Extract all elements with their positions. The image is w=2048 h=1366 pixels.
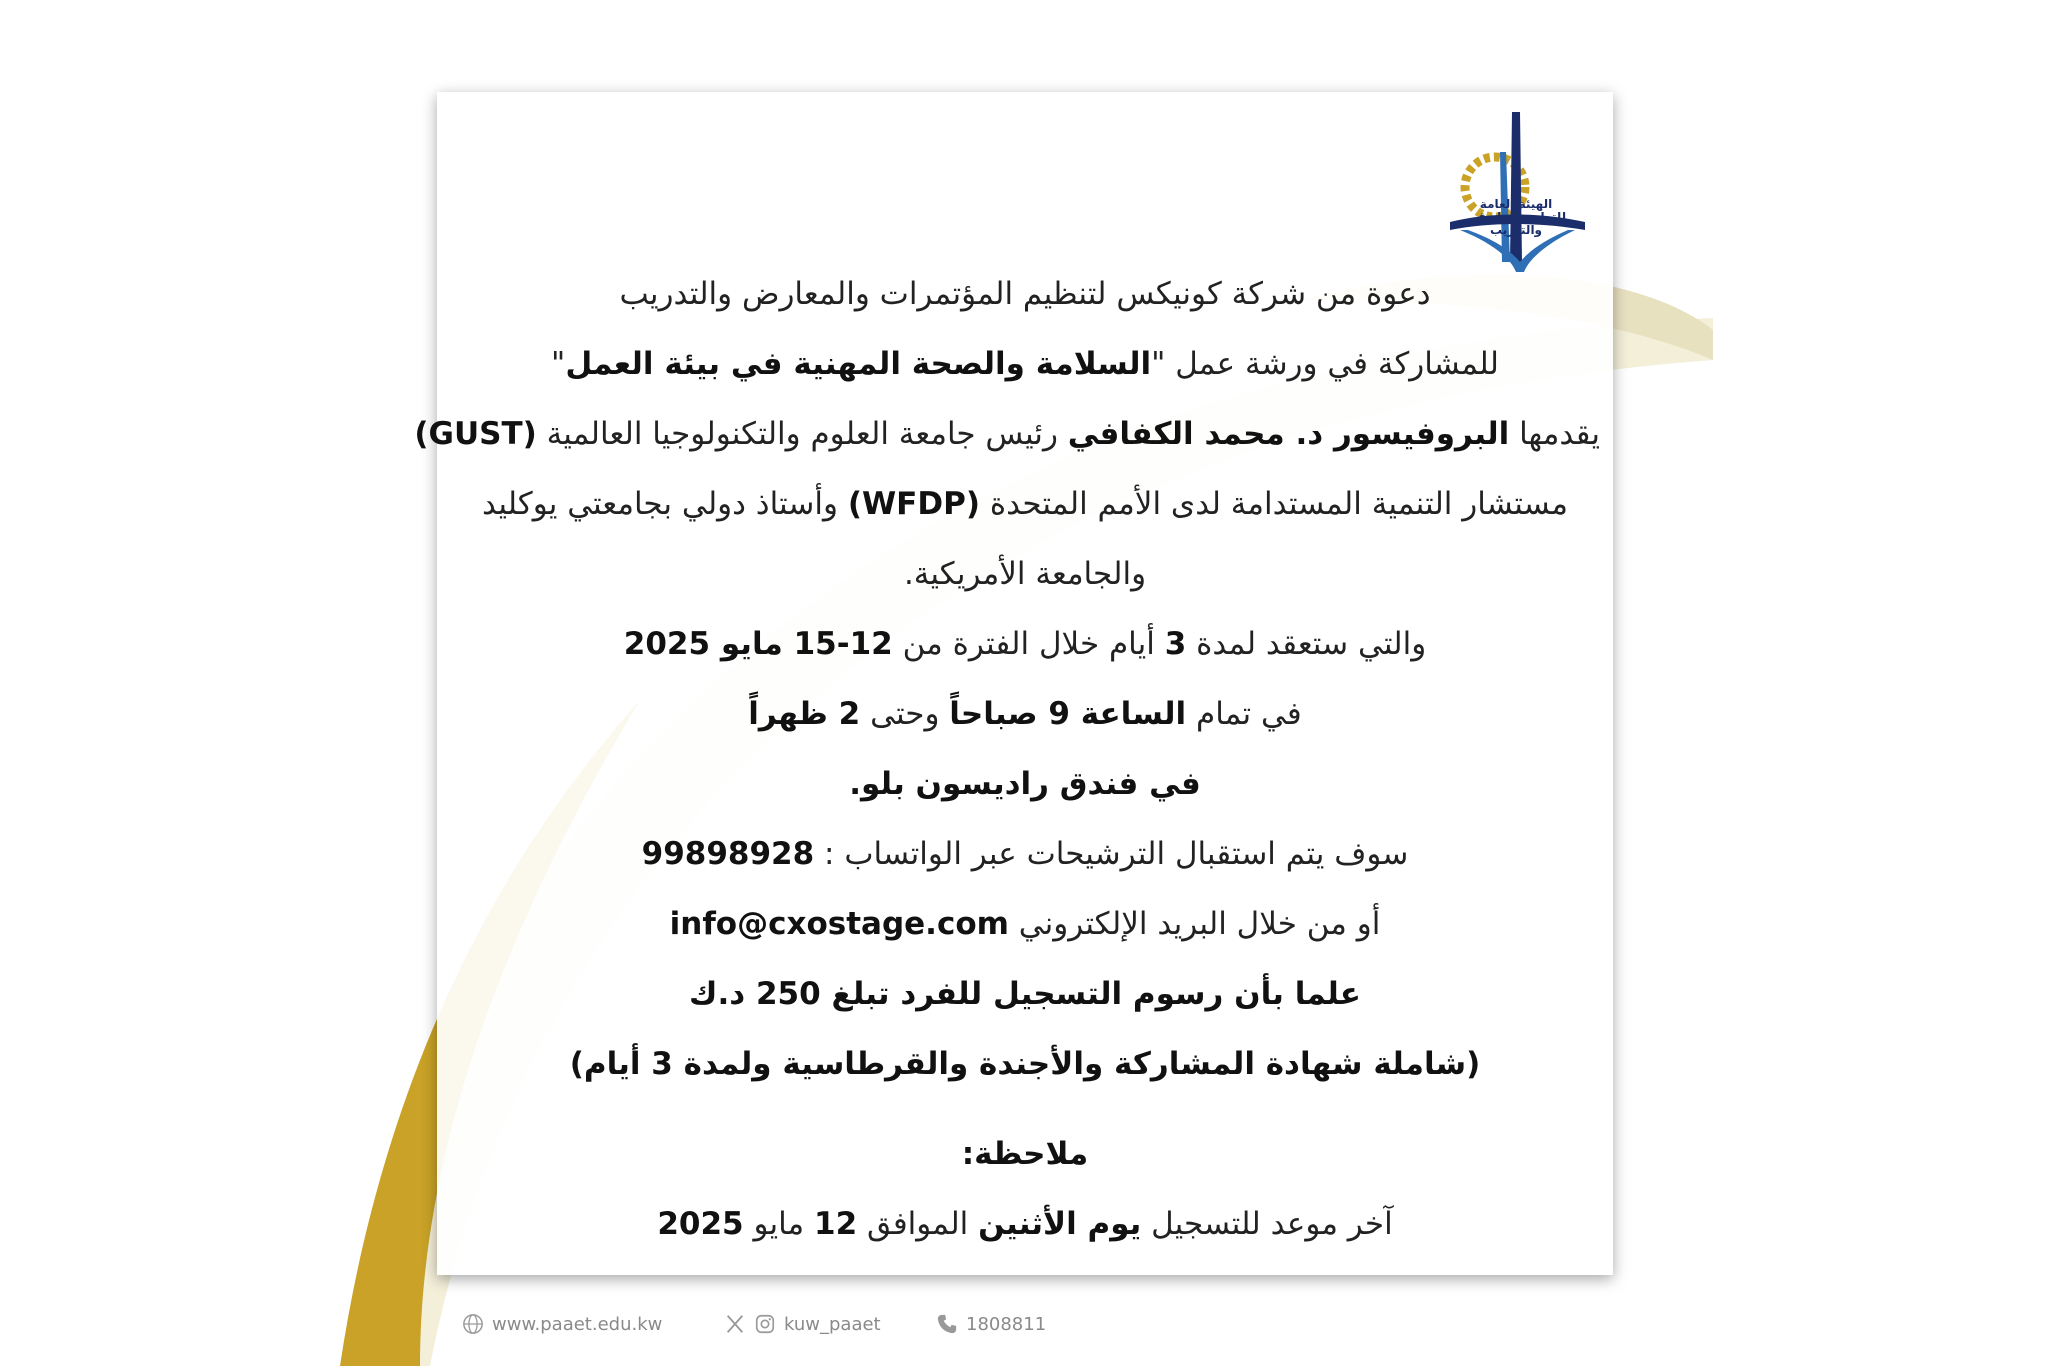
line-whatsapp: سوف يتم استقبال الترشيحات عبر الواتساب : 99898928 (641, 836, 1409, 872)
phone-icon (936, 1313, 958, 1335)
line-advisor: مستشار التنمية المستدامة لدى الأمم المتحدة (WFDP) وأستاذ دولي بجامعتي يوكليد (482, 486, 1568, 522)
line-dates: والتي ستعقد لمدة 3 أيام خلال الفترة من 12-15 مايو 2025 (623, 626, 1427, 662)
globe-icon (462, 1313, 484, 1335)
line-deadline: آخر موعد للتسجيل يوم الأثنين الموافق 12 مايو 2025 (657, 1206, 1393, 1242)
line-university: والجامعة الأمريكية. (903, 556, 1147, 592)
line-fees-includes: (شاملة شهادة المشاركة والأجندة والقرطاسية ولمدة 3 أيام) (569, 1046, 1481, 1082)
footer-social: kuw_paaet (724, 1312, 881, 1336)
footer-website: www.paaet.edu.kw (462, 1312, 662, 1336)
line-presenter: يقدمها البروفيسور د. محمد الكفافي رئيس جامعة العلوم والتكنولوجيا العالمية (GUST) (414, 416, 1600, 452)
presenter-name: البروفيسور د. محمد الكفافي (1067, 416, 1510, 452)
line-venue: في فندق راديسون بلو. (849, 766, 1201, 802)
line-email: أو من خلال البريد الإلكتروني info@cxostage.com (669, 906, 1381, 942)
line-time: في تمام الساعة 9 صباحاً وحتى 2 ظهراً (748, 696, 1302, 732)
line-fees: علما بأن رسوم التسجيل للفرد تبلغ 250 د.ك (689, 976, 1361, 1012)
note-title: ملاحظة: (961, 1136, 1089, 1172)
logo-text: الهيئة العامة للتعليم التطبيقي والتدريب (1465, 197, 1567, 237)
invitation-card (414, 92, 1613, 1275)
email-address: info@cxostage.com (669, 906, 1009, 942)
x-icon (724, 1313, 746, 1335)
workshop-title: السلامة والصحة المهنية في بيئة العمل (565, 346, 1152, 382)
line-invitation: دعوة من شركة كونيكس لتنظيم المؤتمرات والمعارض والتدريب (619, 276, 1431, 312)
footer-phone: 1808811 (936, 1312, 1046, 1336)
whatsapp-number: 99898928 (641, 836, 815, 872)
event-dates: 12-15 مايو 2025 (623, 626, 893, 662)
instagram-icon (754, 1313, 776, 1335)
paaet-logo-icon (1450, 112, 1585, 272)
line-workshop: للمشاركة في ورشة عمل "السلامة والصحة المهنية في بيئة العمل" (551, 346, 1499, 382)
